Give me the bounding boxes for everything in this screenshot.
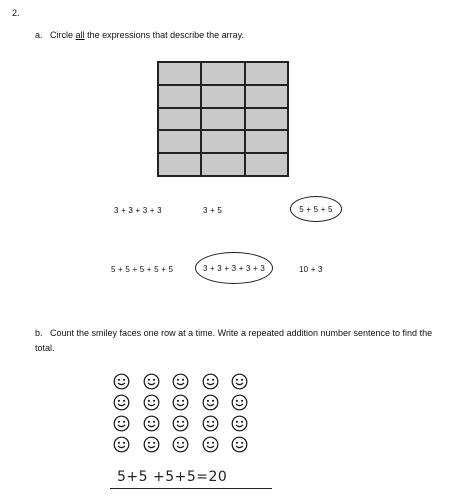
array-cell (202, 109, 243, 130)
question-number: 2. (12, 8, 20, 18)
expression-3-circle (290, 196, 342, 222)
array-grid (157, 61, 289, 177)
array-cell (159, 154, 200, 175)
smiley-row (113, 394, 248, 415)
array-cell (246, 86, 287, 107)
smiley-face-icon (113, 373, 130, 390)
array-cell (202, 154, 243, 175)
smiley-face-icon (113, 436, 130, 453)
smiley-face-icon (231, 394, 248, 411)
array-cell (159, 131, 200, 152)
smiley-face-icon (231, 436, 248, 453)
array-cell (202, 131, 243, 152)
smiley-face-icon (172, 394, 189, 411)
array-cell (202, 86, 243, 107)
expression-1: 3 + 3 + 3 + 3 (114, 206, 162, 215)
answer-line (110, 488, 272, 489)
smiley-row (113, 415, 248, 436)
array-cell (246, 109, 287, 130)
expression-2: 3 + 5 (203, 206, 223, 215)
smiley-face-icon (202, 394, 219, 411)
part-a-prompt-start: Circle (50, 30, 76, 40)
smiley-face-icon (202, 373, 219, 390)
smiley-array (113, 373, 248, 457)
smiley-face-icon (172, 373, 189, 390)
smiley-face-icon (231, 373, 248, 390)
smiley-face-icon (143, 415, 160, 432)
array-cell (159, 63, 200, 84)
array-cell (246, 131, 287, 152)
part-a-prompt-end: the expressions that describe the array. (84, 30, 244, 40)
part-a-prompt (35, 30, 244, 40)
part-a-letter: a. (35, 30, 43, 40)
expression-5: 3 + 3 + 3 + 3 + 3 (202, 263, 266, 273)
handwritten-answer: 5+5 +5+5=20 (117, 469, 228, 485)
part-a-prompt-underlined: all (75, 30, 85, 40)
smiley-face-icon (143, 373, 160, 390)
smiley-face-icon (172, 415, 189, 432)
array-cell (202, 63, 243, 84)
smiley-face-icon (231, 415, 248, 432)
smiley-face-icon (172, 436, 189, 453)
smiley-face-icon (113, 394, 130, 411)
array-cell (159, 109, 200, 130)
array-cell (159, 86, 200, 107)
smiley-face-icon (143, 436, 160, 453)
array-cell (246, 154, 287, 175)
part-b-prompt (35, 326, 435, 356)
smiley-row (113, 436, 248, 457)
expression-3: 5 + 5 + 5 (299, 204, 333, 214)
smiley-row (113, 373, 248, 394)
smiley-face-icon (202, 415, 219, 432)
expression-4: 5 + 5 + 5 + 5 + 5 (111, 265, 174, 274)
array-cell (246, 63, 287, 84)
part-b-prompt-text: Count the smiley faces one row at a time. Write a repeated addition number sentence to find the total. (35, 328, 433, 353)
expression-6: 10 + 3 (299, 265, 323, 274)
expression-5-circle (195, 252, 273, 284)
part-b-letter: b. (35, 328, 43, 338)
smiley-face-icon (113, 415, 130, 432)
smiley-face-icon (143, 394, 160, 411)
smiley-face-icon (202, 436, 219, 453)
